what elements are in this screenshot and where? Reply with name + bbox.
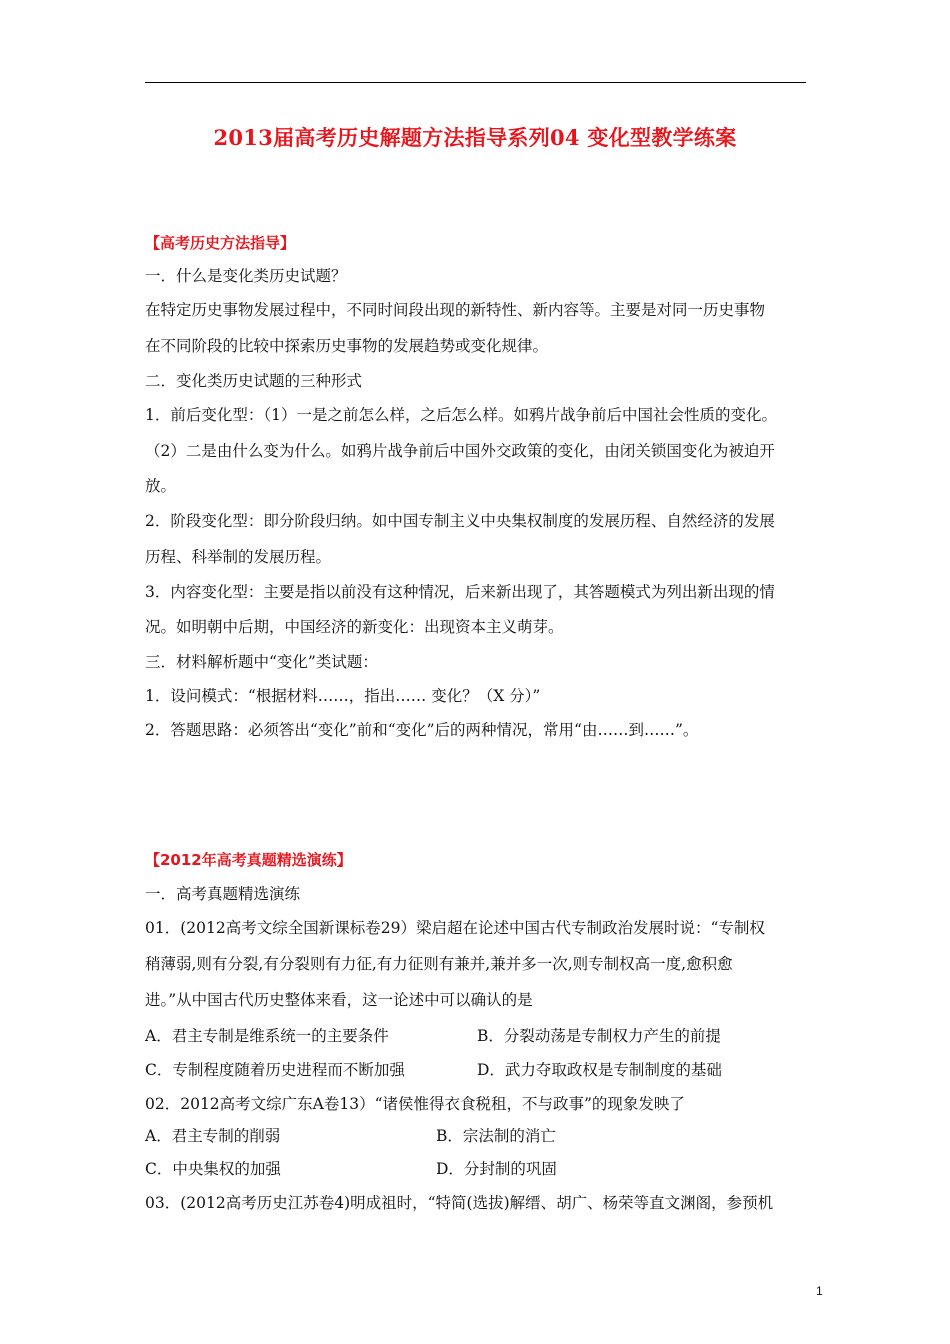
q1-option-b: B．分裂动荡是专制权力产生的前提 — [477, 1027, 721, 1045]
q1-option-c: C．专制程度随着历史进程而不断加强 — [145, 1061, 405, 1079]
body-line: 2．答题思路：必须答出“变化”前和“变化”后的两种情况，常用“由……到……”。 — [145, 721, 699, 739]
q2-option-c: C．中央集权的加强 — [145, 1160, 281, 1178]
body-line: 2．阶段变化型：即分阶段归纳。如中国专制主义中央集权制度的发展历程、自然经济的发展 — [145, 512, 775, 530]
q1-option-a: A．君主专制是维系统一的主要条件 — [145, 1027, 389, 1045]
body-line: 放。 — [145, 477, 177, 495]
body-line: 一．高考真题精选演练 — [145, 885, 301, 903]
q1-option-d: D．武力夺取政权是专制制度的基础 — [477, 1061, 722, 1079]
body-line: 在不同阶段的比较中探索历史事物的发展趋势或变化规律。 — [145, 337, 549, 355]
body-line: 况。如明朝中后期，中国经济的新变化：出现资本主义萌芽。 — [145, 618, 564, 636]
question-2-line: 02．2012高考文综广东A卷13）“诸侯惟得衣食税租，不与政事”的现象发映了 — [145, 1095, 685, 1113]
body-line: 一．什么是变化类历史试题？ — [145, 267, 347, 285]
body-line: 3．内容变化型：主要是指以前没有这种情况，后来新出现了，其答题模式为列出新出现的情 — [145, 583, 775, 601]
question-1-line: 01．(2012高考文综全国新课标卷29）梁启超在论述中国古代专制政治发展时说：“专制权 — [145, 919, 765, 937]
question-3-line: 03．(2012高考历史江苏卷4)明成祖时，“特简(选拔)解缙、胡广、杨荣等直文渊阁，参预机 — [145, 1194, 774, 1212]
body-line: （2）二是由什么变为什么。如鸦片战争前后中国外交政策的变化，由闭关锁国变化为被迫开 — [145, 442, 775, 460]
body-line: 三．材料解析题中“变化”类试题： — [145, 653, 378, 671]
body-line: 1．设问模式：“根据材料……，指出…… 变化？（X 分）” — [145, 687, 541, 705]
q2-option-b: B．宗法制的消亡 — [436, 1127, 556, 1145]
q2-option-a: A．君主专制的削弱 — [145, 1127, 281, 1145]
body-line: 在特定历史事物发展过程中，不同时间段出现的新特性、新内容等。主要是对同一历史事物 — [145, 301, 766, 319]
question-1-line: 进。”从中国古代历史整体来看，这一论述中可以确认的是 — [145, 991, 533, 1009]
question-1-line: 稍薄弱,则有分裂,有分裂则有力征,有力征则有兼并,兼并多一次,则专制权高一度,愈积愈 — [145, 955, 733, 973]
document-title: 2013届高考历史解题方法指导系列04 变化型教学练案 — [213, 125, 737, 150]
body-line: 二．变化类历史试题的三种形式 — [145, 372, 363, 390]
body-line: 历程、科举制的发展历程。 — [145, 548, 332, 566]
section-header-exam: 【2012年高考真题精选演练】 — [145, 851, 352, 869]
body-line: 1．前后变化型：（1）一是之前怎么样，之后怎么样。如鸦片战争前后中国社会性质的变化。 — [145, 406, 777, 424]
section-header-method: 【高考历史方法指导】 — [145, 234, 296, 252]
q2-option-d: D．分封制的巩固 — [436, 1160, 557, 1178]
page-number: 1 — [816, 1284, 823, 1298]
header-rule — [145, 82, 806, 83]
